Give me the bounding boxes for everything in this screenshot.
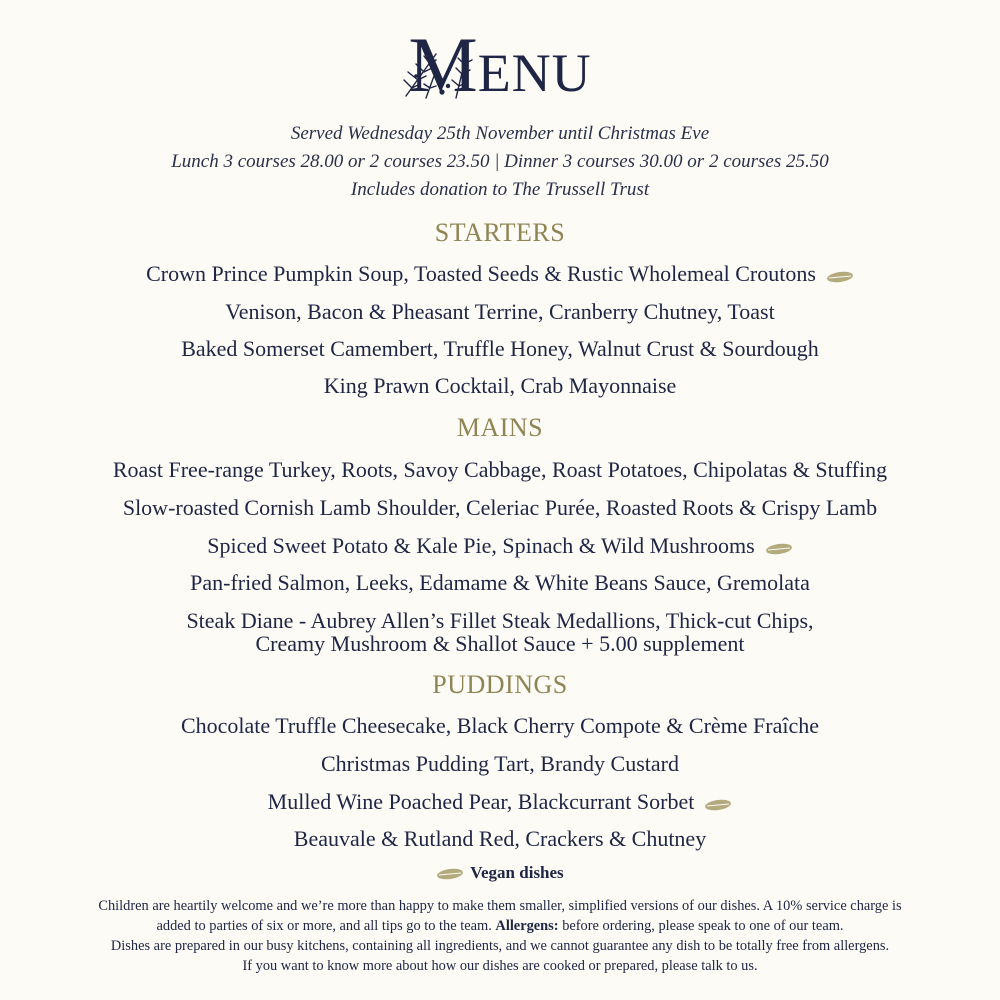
intro-block: [0, 120, 1000, 204]
dish-name: Christmas Pudding Tart, Brandy Custard: [321, 751, 679, 776]
footer-text: before ordering, please speak to one of our team.: [562, 918, 844, 934]
mains-section: [0, 413, 1000, 443]
dish-name: Crown Prince Pumpkin Soup, Toasted Seeds & Rustic Wholemeal Croutons: [146, 261, 816, 286]
allergens-label: Allergens:: [495, 918, 559, 934]
dish-row: [0, 827, 1000, 851]
dish-name: Mulled Wine Poached Pear, Blackcurrant Sorbet: [267, 789, 695, 814]
dish-row: [0, 458, 1000, 482]
dish-row: [0, 714, 1000, 738]
puddings-section: [0, 670, 1000, 700]
dish-row: [0, 374, 1000, 398]
leaf-icon: [704, 799, 732, 811]
starters-heading: STARTERS: [434, 218, 566, 247]
dish-name: Pan-fried Salmon, Leeks, Edamame & White Beans Sauce, Gremolata: [190, 570, 810, 595]
dish-row: [0, 609, 1000, 633]
intro-prices: Lunch 3 courses 28.00 or 2 courses 23.50 | Dinner 3 courses 30.00 or 2 courses 25.50: [171, 151, 829, 172]
intro-dates: Served Wednesday 25th November until Christmas Eve: [290, 123, 710, 144]
dish-name: Venison, Bacon & Pheasant Terrine, Cranberry Chutney, Toast: [225, 299, 775, 324]
title-initial: M: [408, 21, 478, 108]
dish-name: Creamy Mushroom & Shallot Sauce + 5.00 supplement: [255, 631, 745, 656]
dish-row: [0, 790, 1000, 814]
dish-row: [0, 534, 1000, 558]
dish-row: [0, 752, 1000, 776]
mains-heading: MAINS: [456, 413, 544, 442]
leaf-icon: [436, 868, 464, 880]
footer-line: Children are heartily welcome and we’re more than happy to make them smaller, simplified versions of our dishes. A 10% service charge is: [98, 898, 902, 914]
vegan-legend: [0, 862, 1000, 884]
dish-name: Steak Diane - Aubrey Allen’s Fillet Steak Medallions, Thick-cut Chips,: [186, 608, 814, 633]
dish-name: King Prawn Cocktail, Crab Mayonnaise: [323, 373, 677, 398]
legend-label: Vegan dishes: [470, 863, 564, 882]
dish-name: Roast Free-range Turkey, Roots, Savoy Cabbage, Roast Potatoes, Chipolatas & Stuffing: [112, 457, 888, 482]
title-rest: ENU: [477, 43, 592, 103]
dish-row: [0, 632, 1000, 656]
menu-title: [0, 21, 1000, 108]
dish-row: [0, 337, 1000, 361]
dish-name: Beauvale & Rutland Red, Crackers & Chutney: [293, 826, 707, 851]
intro-donation: Includes donation to The Trussell Trust: [350, 179, 650, 200]
dish-row: [0, 571, 1000, 595]
leaf-icon: [765, 543, 793, 555]
leaf-icon: [826, 271, 854, 283]
dish-name: Chocolate Truffle Cheesecake, Black Cherry Compote & Crème Fraîche: [180, 713, 820, 738]
dish-name: Spiced Sweet Potato & Kale Pie, Spinach & Wild Mushrooms: [207, 533, 755, 558]
footer-line: If you want to know more about how our dishes are cooked or prepared, please talk to us.: [242, 958, 758, 974]
footer-line: Dishes are prepared in our busy kitchens, containing all ingredients, and we cannot guarantee any dish to be totally free from allergens.: [110, 938, 890, 954]
puddings-heading: PUDDINGS: [432, 670, 568, 699]
starters-section: [0, 218, 1000, 248]
dish-name: Baked Somerset Camembert, Truffle Honey, Walnut Crust & Sourdough: [181, 336, 819, 361]
footer-text: added to parties of six or more, and all tips go to the team.: [156, 918, 492, 934]
dish-row: [0, 262, 1000, 286]
dish-row: [0, 496, 1000, 520]
footer-line: [30, 916, 970, 936]
dish-row: [0, 300, 1000, 324]
footer-notes: [30, 896, 970, 976]
dish-name: Slow-roasted Cornish Lamb Shoulder, Celeriac Purée, Roasted Roots & Crispy Lamb: [122, 495, 878, 520]
